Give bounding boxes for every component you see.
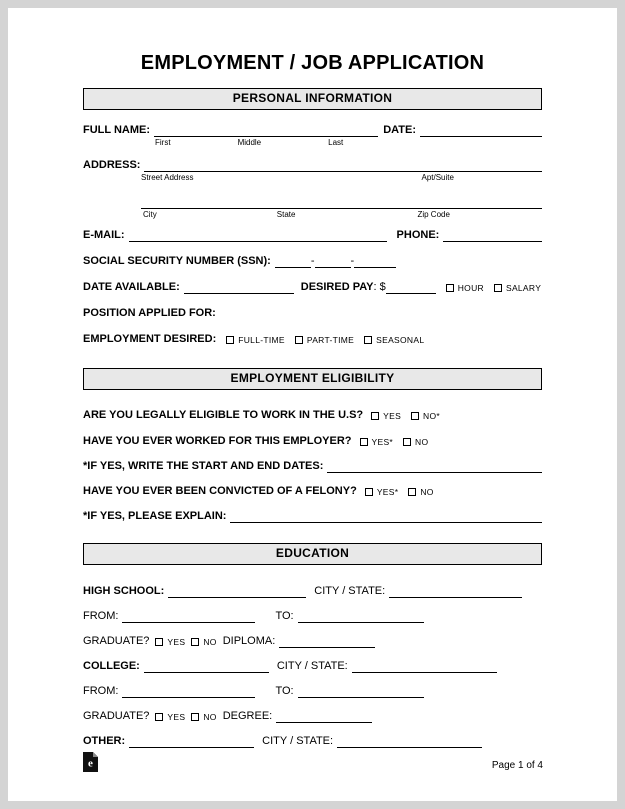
part-time-option[interactable]: [285, 335, 354, 346]
college-input-line[interactable]: [144, 660, 269, 673]
eligible-no-label: NO*: [423, 411, 441, 421]
felony-question: HAVE YOU EVER BEEN CONVICTED OF A FELONY?: [83, 485, 357, 497]
date-input-line[interactable]: [420, 124, 542, 137]
eligible-yes-option[interactable]: [363, 411, 401, 422]
college-city-state-input-line[interactable]: [352, 660, 497, 673]
zip-code-sublabel: Zip Code: [417, 210, 450, 219]
ssn-row: [83, 255, 542, 268]
full-name-label: FULL NAME:: [83, 124, 151, 136]
worked-no-checkbox[interactable]: [403, 438, 411, 446]
hour-label: HOUR: [457, 283, 484, 293]
middle-sublabel: Middle: [237, 138, 262, 147]
state-sublabel: State: [276, 210, 296, 219]
start-end-dates-input-line[interactable]: [327, 460, 542, 473]
phone-label: PHONE:: [396, 229, 440, 241]
hs-graduate-yes-checkbox[interactable]: [155, 638, 163, 646]
college-graduate-yes-checkbox[interactable]: [155, 713, 163, 721]
hs-graduate-yes-option[interactable]: [149, 637, 185, 648]
other-city-state-input-line[interactable]: [337, 735, 482, 748]
ssn-part2-input-line[interactable]: [315, 255, 351, 268]
eligible-to-work-row: [83, 409, 542, 422]
position-applied-label: POSITION APPLIED FOR:: [83, 307, 216, 319]
city-state-zip-sublabels-row: [83, 210, 542, 220]
employment-desired-row: [83, 333, 542, 346]
college-row: [83, 660, 542, 673]
address-label: ADDRESS:: [83, 159, 141, 171]
section-header-education: EDUCATION: [83, 543, 542, 565]
city-state-zip-input-line[interactable]: [141, 196, 542, 209]
address-sublabels-row: [83, 173, 542, 183]
high-school-from-label: FROM:: [83, 610, 119, 622]
worked-no-label: NO: [415, 437, 429, 447]
high-school-city-state-input-line[interactable]: [389, 585, 522, 598]
high-school-input-line[interactable]: [168, 585, 306, 598]
employment-desired-label: EMPLOYMENT DESIRED:: [83, 333, 217, 345]
part-time-checkbox[interactable]: [295, 336, 303, 344]
full-time-option[interactable]: [216, 335, 285, 346]
high-school-to-input-line[interactable]: [298, 610, 424, 623]
college-from-label: FROM:: [83, 685, 119, 697]
diploma-label: DIPLOMA:: [222, 635, 276, 647]
seasonal-label: SEASONAL: [376, 335, 425, 345]
eligible-no-checkbox[interactable]: [411, 412, 419, 420]
eligible-no-option[interactable]: [401, 411, 440, 422]
start-end-dates-label: *IF YES, WRITE THE START AND END DATES:: [83, 460, 324, 472]
seasonal-option[interactable]: [354, 335, 424, 346]
college-to-input-line[interactable]: [298, 685, 424, 698]
college-dates-row: [83, 685, 542, 698]
felony-yes-label: YES*: [376, 487, 399, 497]
full-name-row: [83, 124, 542, 137]
email-label: E-MAIL:: [83, 229, 125, 241]
high-school-from-input-line[interactable]: [122, 610, 255, 623]
eligible-yes-label: YES: [383, 411, 402, 421]
desired-pay-label: DESIRED PAY: [300, 281, 374, 293]
address-line2-row: [83, 196, 542, 209]
college-from-input-line[interactable]: [122, 685, 255, 698]
college-graduate-no-label: NO: [203, 712, 217, 722]
ssn-dash-2: -: [350, 255, 355, 267]
degree-input-line[interactable]: [276, 710, 372, 723]
college-to-label: TO:: [275, 685, 294, 697]
form-page: [8, 8, 617, 801]
college-graduate-yes-option[interactable]: [149, 712, 185, 723]
worked-yes-label: YES*: [371, 437, 394, 447]
page-number: Page 1 of 4: [491, 760, 543, 771]
page-title: EMPLOYMENT / JOB APPLICATION: [140, 52, 485, 74]
phone-input-line[interactable]: [443, 229, 542, 242]
ssn-part3-input-line[interactable]: [354, 255, 396, 268]
high-school-graduate-label: GRADUATE?: [83, 635, 150, 647]
college-graduate-row: [83, 710, 542, 723]
full-name-input-line[interactable]: [154, 124, 378, 137]
diploma-input-line[interactable]: [279, 635, 375, 648]
worked-no-option[interactable]: [393, 437, 428, 448]
desired-pay-suffix: : $: [373, 281, 386, 293]
date-available-pay-row: [83, 281, 542, 294]
college-graduate-label: GRADUATE?: [83, 710, 150, 722]
ssn-dash-1: -: [310, 255, 315, 267]
eligible-to-work-question: ARE YOU LEGALLY ELIGIBLE TO WORK IN THE U.S?: [83, 409, 364, 421]
high-school-row: [83, 585, 542, 598]
felony-row: [83, 485, 542, 498]
worked-yes-checkbox[interactable]: [360, 438, 368, 446]
date-available-input-line[interactable]: [184, 281, 294, 294]
felony-explain-input-line[interactable]: [230, 510, 542, 523]
high-school-dates-row: [83, 610, 542, 623]
high-school-label: HIGH SCHOOL:: [83, 585, 165, 597]
salary-label: SALARY: [505, 283, 542, 293]
apt-suite-sublabel: Apt/Suite: [421, 173, 454, 182]
hour-checkbox[interactable]: [446, 284, 454, 292]
other-education-row: [83, 735, 542, 748]
college-graduate-no-option[interactable]: [185, 712, 216, 723]
seasonal-checkbox[interactable]: [364, 336, 372, 344]
hs-graduate-no-label: NO: [203, 637, 217, 647]
first-sublabel: First: [155, 138, 171, 147]
salary-option[interactable]: [484, 283, 541, 294]
desired-pay-input-line[interactable]: [386, 281, 436, 294]
full-time-checkbox[interactable]: [226, 336, 234, 344]
section-header-personal-information: PERSONAL INFORMATION: [83, 88, 542, 110]
hs-graduate-no-checkbox[interactable]: [191, 638, 199, 646]
name-sublabels-row: [83, 138, 542, 148]
worked-for-employer-row: [83, 435, 542, 448]
high-school-to-label: TO:: [275, 610, 294, 622]
other-city-state-label: CITY / STATE:: [262, 735, 334, 747]
eforms-logo-icon: [83, 752, 98, 772]
hs-graduate-yes-label: YES: [167, 637, 186, 647]
section-header-employment-eligibility: EMPLOYMENT ELIGIBILITY: [83, 368, 542, 390]
last-sublabel: Last: [328, 138, 344, 147]
part-time-label: PART-TIME: [306, 335, 355, 345]
felony-explain-row: [83, 510, 542, 523]
college-label: COLLEGE:: [83, 660, 140, 672]
felony-yes-checkbox[interactable]: [365, 488, 373, 496]
college-graduate-no-checkbox[interactable]: [191, 713, 199, 721]
street-address-input-line[interactable]: [144, 159, 542, 172]
felony-explain-label: *IF YES, PLEASE EXPLAIN:: [83, 510, 227, 522]
felony-yes-option[interactable]: [357, 487, 399, 498]
high-school-city-state-label: CITY / STATE:: [314, 585, 386, 597]
email-phone-row: [83, 229, 542, 242]
ssn-label: SOCIAL SECURITY NUMBER (SSN):: [83, 255, 271, 267]
worked-yes-option[interactable]: [352, 437, 394, 448]
felony-no-option[interactable]: [398, 487, 433, 498]
college-graduate-yes-label: YES: [167, 712, 186, 722]
worked-for-employer-question: HAVE YOU EVER WORKED FOR THIS EMPLOYER?: [83, 435, 352, 447]
date-label: DATE:: [383, 124, 416, 136]
degree-label: DEGREE:: [222, 710, 273, 722]
other-input-line[interactable]: [129, 735, 254, 748]
start-end-dates-row: [83, 460, 542, 473]
hs-graduate-no-option[interactable]: [185, 637, 216, 648]
address-row: [83, 159, 542, 172]
salary-checkbox[interactable]: [494, 284, 502, 292]
college-city-state-label: CITY / STATE:: [276, 660, 348, 672]
city-sublabel: City: [143, 210, 157, 219]
full-time-label: FULL-TIME: [238, 335, 285, 345]
hour-option[interactable]: [436, 283, 484, 294]
felony-no-checkbox[interactable]: [408, 488, 416, 496]
svg-text:e: e: [88, 757, 93, 770]
other-label: OTHER:: [83, 735, 126, 747]
email-input-line[interactable]: [129, 229, 387, 242]
ssn-part1-input-line[interactable]: [275, 255, 311, 268]
eligible-yes-checkbox[interactable]: [371, 412, 379, 420]
high-school-graduate-row: [83, 635, 542, 648]
position-applied-row: [83, 307, 542, 320]
page-footer: [83, 752, 543, 772]
street-address-sublabel: Street Address: [141, 173, 194, 182]
date-available-label: DATE AVAILABLE:: [83, 281, 180, 293]
felony-no-label: NO: [420, 487, 434, 497]
